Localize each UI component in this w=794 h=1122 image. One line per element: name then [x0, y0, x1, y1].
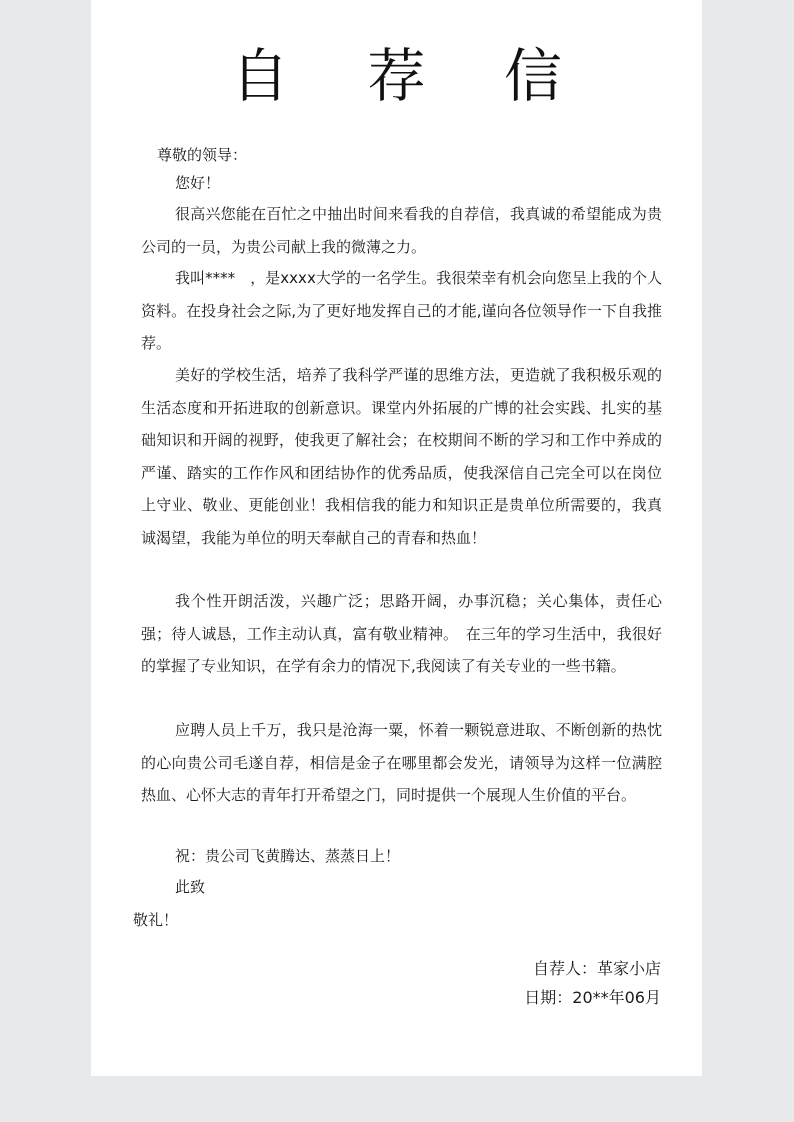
paragraph-4: 我个性开朗活泼，兴趣广泛；思路开阔，办事沉稳；关心集体，责任心强；待人诚恳，工作主动认真，富有敬业精神。 在三年的学习生活中，我很好的掌握了专业知识，在学有余力的情况下,我阅读了有关专业的一些书籍。: [141, 592, 662, 675]
letter-page: [91, 0, 702, 1076]
salutation: 尊敬的领导：: [157, 146, 248, 164]
closing-line-1: 此致: [175, 878, 206, 896]
greeting: 您好！: [175, 174, 221, 192]
closing-line-2: 敬礼！: [133, 911, 179, 929]
paragraph-2: 我叫**** ，是xxxx大学的一名学生。我很荣幸有机会向您呈上我的个人资料。在投身社会之际,为了更好地发挥自己的才能,谨向各位领导作一下自我推荐。: [141, 269, 662, 352]
paragraph-5: 应聘人员上千万，我只是沧海一粟，怀着一颗锐意进取、不断创新的热忱的心向贵公司毛遂自荐，相信是金子在哪里都会发光，请领导为这样一位满腔热血、心怀大志的青年打开希望之门，同时提供一个展现人生价值的平台。: [141, 721, 662, 804]
paragraph-1: 很高兴您能在百忙之中抽出时间来看我的自荐信，我真诚的希望能成为贵公司的一员，为贵公司献上我的微薄之力。: [141, 205, 662, 256]
paragraph-3: 美好的学校生活，培养了我科学严谨的思维方法，更造就了我积极乐观的生活态度和开拓进取的创新意识。课堂内外拓展的广博的社会实践、扎实的基础知识和开阔的视野，使我更了解社会；在校期间不断的学习和工作中养成的严谨、踏实的工作作风和团结协作的优秀品质，使我深信自己完全可以在岗位上守业、敬业、更能创业！我相信我的能力和知识正是贵单位所需要的，我真诚渴望，我能为单位的明天奉献自己的青春和热血！: [141, 366, 662, 547]
date: 日期：20**年06月: [524, 988, 661, 1007]
signer: 自荐人：革家小店: [532, 959, 661, 978]
page-title: 自 荐 信: [231, 42, 592, 110]
wish-line: 祝：贵公司飞黄腾达、蒸蒸日上！: [175, 847, 401, 865]
